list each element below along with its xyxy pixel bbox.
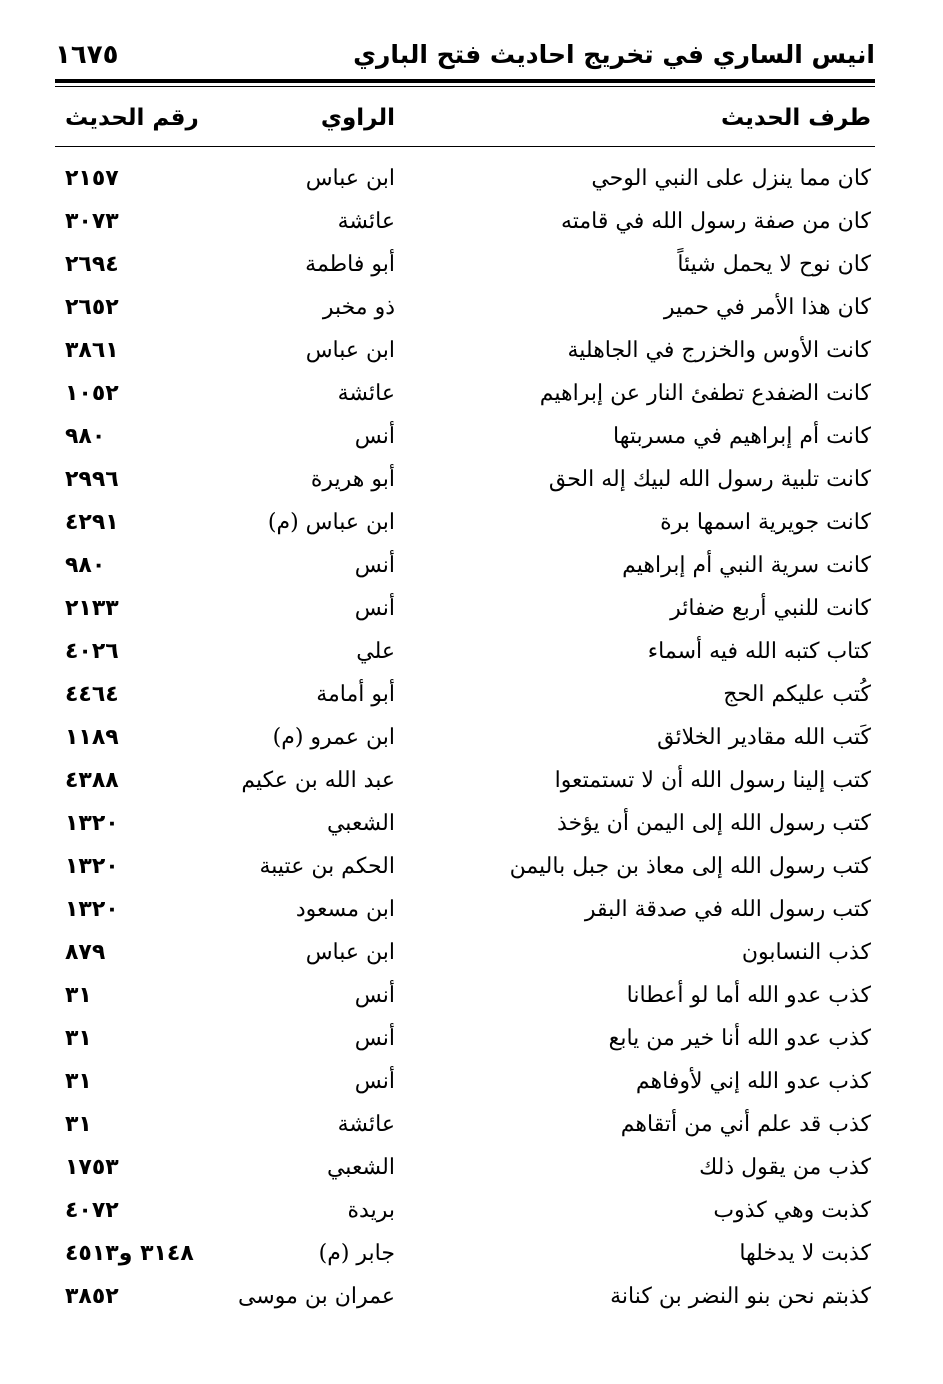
hadith-number: ١٣٢٠ [65,897,119,922]
table-row [0,1106,943,1149]
table-row [0,934,943,977]
column-header-number: رقم الحديث [65,105,199,131]
hadith-number: ٢٦٥٢ [65,295,119,320]
hadith-text: كان مما ينزل على النبي الوحي [591,166,871,191]
narrator-name: أنس [354,596,395,621]
narrator-name: ابن عباس [305,166,395,191]
hadith-text: كذبت وهي كذوب [713,1198,871,1223]
narrator-name: أنس [354,1069,395,1094]
hadith-text: كتاب كتبه الله فيه أسماء [647,639,871,664]
hadith-text: كذب من يقول ذلك [699,1155,871,1180]
hadith-number: ٢١٣٣ [65,596,119,621]
hadith-number: ١٣٢٠ [65,811,119,836]
narrator-name: ابن عباس [305,940,395,965]
hadith-text: كذب عدو الله أنا خير من يابع [608,1026,871,1051]
hadith-number: ٤٠٢٦ [65,639,119,664]
hadith-text: كتب إلينا رسول الله أن لا تستمتعوا [554,768,871,793]
table-row [0,246,943,289]
column-header-hadith: طرف الحديث [720,105,871,131]
hadith-text: كانت الضفدع تطفئ النار عن إبراهيم [539,381,871,406]
hadith-number: ٣٠٧٣ [65,209,119,234]
narrator-name: ابن عباس [305,338,395,363]
hadith-number: ٣١ [65,1026,92,1051]
narrator-name: ابن عباس (م) [267,510,395,535]
narrator-name: الحكم بن عتيبة [259,854,395,879]
column-rule [55,146,875,147]
narrator-name: ذو مخبر [322,295,395,320]
hadith-number: ٤٠٧٢ [65,1198,119,1223]
narrator-name: أنس [354,1026,395,1051]
table-row [0,1063,943,1106]
narrator-name: أنس [354,983,395,1008]
table-row [0,203,943,246]
hadith-text: كانت الأوس والخزرج في الجاهلية [567,338,871,363]
hadith-number: ٣٨٦١ [65,338,119,363]
hadith-number: ٣١ [65,1069,92,1094]
hadith-number: ٣١٤٨ و٤٥١٣ [65,1241,194,1266]
table-row [0,375,943,418]
hadith-text: كذب عدو الله إني لأوفاهم [635,1069,871,1094]
narrator-name: علي [356,639,395,664]
table-row [0,762,943,805]
hadith-text: كانت للنبي أربع ضفائر [670,596,871,621]
header-rule [55,79,875,87]
table-row [0,590,943,633]
hadith-text: كذب عدو الله أما لو أعطانا [626,983,871,1008]
hadith-number: ٨٧٩ [65,940,106,965]
hadith-text: كتب رسول الله في صدقة البقر [584,897,871,922]
table-row [0,160,943,203]
hadith-number: ٤٣٨٨ [65,768,119,793]
hadith-text: كانت تلبية رسول الله لبيك إله الحق [548,467,871,492]
table-row [0,848,943,891]
table-row [0,461,943,504]
hadith-text: كان نوح لا يحمل شيئاً [677,252,871,277]
hadith-number: ١٧٥٣ [65,1155,119,1180]
hadith-text: كانت أم إبراهيم في مسربتها [613,424,871,449]
page-header [55,38,875,78]
table-row [0,633,943,676]
narrator-name: جابر (م) [318,1241,395,1266]
hadith-text: كذبت لا يدخلها [739,1241,871,1266]
narrator-name: ابن عمرو (م) [272,725,395,750]
table-row [0,891,943,934]
page-number: ١٦٧٥ [55,40,119,70]
hadith-number: ١١٨٩ [65,725,119,750]
hadith-text: كذب النسابون [741,940,871,965]
table-row [0,977,943,1020]
book-title: انيس الساري في تخريج احاديث فتح الباري [353,40,875,69]
narrator-name: أبو فاطمة [305,252,395,277]
hadith-number: ٤٤٦٤ [65,682,119,707]
hadith-text: كان من صفة رسول الله في قامته [560,209,871,234]
hadith-text: كانت سرية النبي أم إبراهيم [622,553,871,578]
narrator-name: عائشة [337,381,395,406]
hadith-index-table [0,160,943,1321]
table-row [0,719,943,762]
narrator-name: أبو أمامة [316,682,395,707]
hadith-text: كُتب عليكم الحج [723,682,871,707]
hadith-number: ٣١ [65,1112,92,1137]
table-row [0,547,943,590]
hadith-number: ٩٨٠ [65,424,106,449]
narrator-name: عبد الله بن عكيم [241,768,395,793]
table-row [0,1149,943,1192]
hadith-text: كذب قد علم أني من أتقاهم [620,1112,871,1137]
narrator-name: أنس [354,553,395,578]
hadith-text: كذبتم نحن بنو النضر بن كنانة [610,1284,871,1309]
narrator-name: ابن مسعود [295,897,395,922]
narrator-name: بريدة [347,1198,395,1223]
hadith-number: ٣١ [65,983,92,1008]
hadith-number: ٢٩٩٦ [65,467,119,492]
hadith-number: ١٠٥٢ [65,381,119,406]
narrator-name: عائشة [337,1112,395,1137]
hadith-number: ٤٢٩١ [65,510,119,535]
hadith-text: كان هذا الأمر في حمير [663,295,871,320]
narrator-name: أبو هريرة [310,467,395,492]
table-row [0,676,943,719]
hadith-text: كَتب الله مقادير الخلائق [657,725,871,750]
table-row [0,1278,943,1321]
hadith-number: ١٣٢٠ [65,854,119,879]
table-row [0,332,943,375]
hadith-text: كتب رسول الله إلى معاذ بن جبل باليمن [509,854,871,879]
table-row [0,1192,943,1235]
table-row [0,1020,943,1063]
table-row [0,289,943,332]
hadith-number: ٩٨٠ [65,553,106,578]
table-row [0,805,943,848]
narrator-name: أنس [354,424,395,449]
column-header-narrator: الراوي [320,105,395,131]
narrator-name: الشعبي [326,811,395,836]
narrator-name: عمران بن موسى [237,1284,395,1309]
hadith-number: ٢١٥٧ [65,166,119,191]
hadith-number: ٢٦٩٤ [65,252,119,277]
narrator-name: الشعبي [326,1155,395,1180]
hadith-number: ٣٨٥٢ [65,1284,119,1309]
narrator-name: عائشة [337,209,395,234]
table-row [0,504,943,547]
hadith-text: كتب رسول الله إلى اليمن أن يؤخذ [557,811,871,836]
table-row [0,1235,943,1278]
hadith-text: كانت جويرية اسمها برة [660,510,871,535]
table-row [0,418,943,461]
